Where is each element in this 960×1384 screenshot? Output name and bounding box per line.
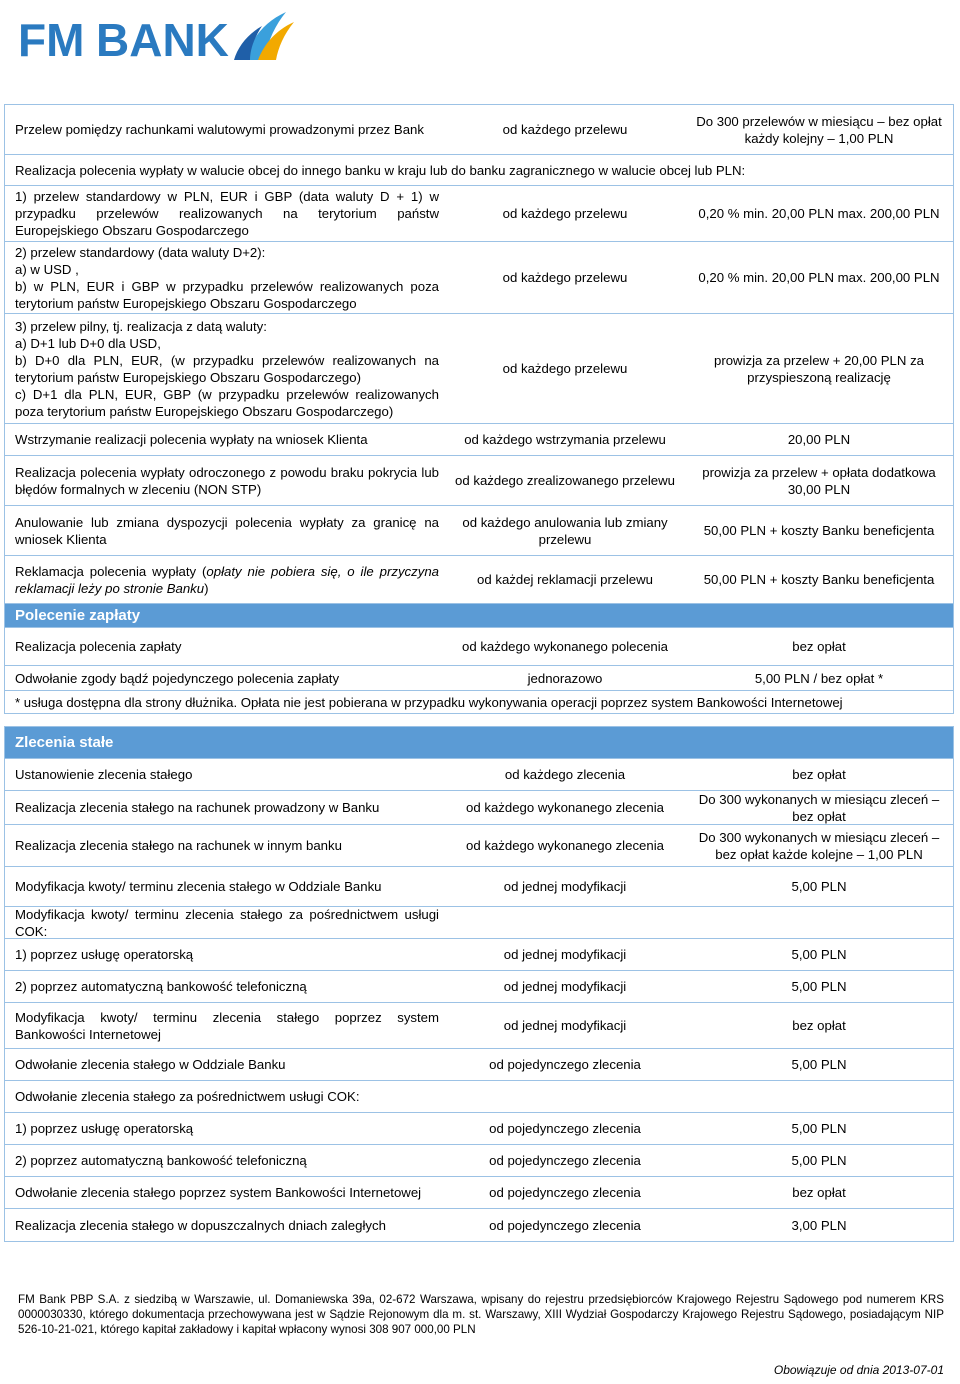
table-row bbox=[5, 456, 953, 506]
logo-wing-icon bbox=[234, 12, 294, 60]
row-basis: od każdej reklamacji przelewu bbox=[477, 572, 653, 587]
desc-line: 3) przelew pilny, tj. realizacja z datą waluty: bbox=[15, 318, 267, 334]
standing-orders-table bbox=[4, 726, 954, 1242]
row-description: Modyfikacja kwoty/ terminu zlecenia stałego w Oddziale Banku bbox=[15, 879, 382, 894]
row-description bbox=[5, 244, 445, 312]
row-basis: od każdego przelewu bbox=[502, 270, 628, 285]
logo-bank: BANK bbox=[96, 14, 229, 66]
row-description: 2) poprzez automatyczną bankowość telefoniczną bbox=[15, 979, 307, 994]
row-basis: od każdego zrealizowanego przelewu bbox=[455, 473, 675, 488]
row-description: Modyfikacja kwoty/ terminu zlecenia stałego poprzez system Bankowości Internetowej bbox=[15, 1009, 439, 1042]
table-row bbox=[5, 314, 953, 424]
row-fee: 20,00 PLN bbox=[787, 432, 851, 447]
table-row bbox=[5, 907, 953, 939]
table-row bbox=[5, 1209, 953, 1241]
row-description: Realizacja polecenia zapłaty bbox=[15, 639, 182, 654]
desc-note: opłaty nie pobiera się, o ile przyczyna reklamacji leży po stronie Banku bbox=[15, 563, 439, 596]
row-basis: jednorazowo bbox=[527, 670, 603, 686]
table-row bbox=[5, 424, 953, 456]
row-basis: od pojedynczego zlecenia bbox=[489, 1057, 641, 1072]
section-heading bbox=[5, 727, 953, 759]
desc-line: c) D+1 dla PLN, EUR, GBP (w przypadku przelewów realizowanych poza terytorium państw Europejskiego Obszaru Gospodarczego) bbox=[15, 386, 439, 419]
row-fee: 5,00 PLN bbox=[791, 1121, 847, 1136]
row-description: Odwołanie zlecenia stałego w Oddziale Banku bbox=[15, 1057, 286, 1072]
table-row bbox=[5, 939, 953, 971]
row-fee: 5,00 PLN / bez opłat * bbox=[754, 670, 884, 686]
fee-line: Do 300 przelewów w miesiącu – bez opłat bbox=[696, 113, 942, 129]
row-fee: bez opłat bbox=[792, 639, 846, 654]
row-description: 1) poprzez usługę operatorską bbox=[15, 1121, 194, 1136]
row-description: Ustanowienie zlecenia stałego bbox=[15, 767, 193, 782]
row-basis: od jednej modyfikacji bbox=[503, 879, 627, 894]
table-row bbox=[5, 791, 953, 825]
logo-fm: FM bbox=[18, 14, 85, 66]
row-description: Wstrzymanie realizacji polecenia wypłaty na wniosek Klienta bbox=[15, 432, 368, 447]
row-description: Odwołanie zlecenia stałego za pośrednictwem usługi COK: bbox=[15, 1089, 360, 1104]
row-description: Odwołanie zgody bądź pojedynczego polecenia zapłaty bbox=[15, 670, 340, 686]
row-basis: od każdego wykonanego polecenia bbox=[461, 639, 669, 654]
table-row bbox=[5, 628, 953, 666]
table-row bbox=[5, 1081, 953, 1113]
table-row bbox=[5, 666, 953, 691]
row-description: Odwołanie zlecenia stałego poprzez system Bankowości Internetowej bbox=[15, 1185, 422, 1200]
row-basis: od każdego zlecenia bbox=[504, 767, 626, 782]
row-description: Przelew pomiędzy rachunkami walutowymi prowadzonymi przez Bank bbox=[15, 122, 424, 137]
fmbank-logo-graphic bbox=[18, 10, 298, 68]
table-row bbox=[5, 1049, 953, 1081]
effective-date: Obowiązuje od dnia 2013-07-01 bbox=[773, 1363, 944, 1377]
table-row bbox=[5, 825, 953, 867]
row-fee: 5,00 PLN bbox=[791, 979, 847, 994]
row-fee: bez opłat bbox=[792, 1018, 846, 1033]
row-fee: prowizja za przelew + 20,00 PLN za przyspieszoną realizację bbox=[713, 352, 924, 385]
row-basis: od każdego przelewu bbox=[502, 206, 628, 221]
table-row bbox=[5, 186, 953, 242]
table-row bbox=[5, 556, 953, 604]
row-description: Realizacja zlecenia stałego na rachunek w innym banku bbox=[15, 838, 342, 853]
row-fee: 0,20 % min. 20,00 PLN max. 200,00 PLN bbox=[698, 270, 940, 285]
row-fee: bez opłat bbox=[792, 1185, 846, 1200]
row-description: 2) poprzez automatyczną bankowość telefoniczną bbox=[15, 1153, 307, 1168]
desc-text: Reklamacja polecenia wypłaty ( bbox=[15, 563, 207, 579]
row-description: Realizacja zlecenia stałego na rachunek prowadzony w Banku bbox=[15, 800, 380, 815]
row-description: 1) przelew standardowy w PLN, EUR i GBP (data waluty D + 1) w przypadku przelewów realizowanych na terytorium państw Europejskiego Obszaru Gospodarczego bbox=[15, 189, 439, 238]
row-fee: 0,20 % min. 20,00 PLN max. 200,00 PLN bbox=[698, 206, 940, 221]
row-fee: prowizja za przelew + opłata dodatkowa 30,00 PLN bbox=[702, 464, 936, 497]
row-basis: od pojedynczego zlecenia bbox=[489, 1153, 641, 1168]
desc-line: 2) przelew standardowy (data waluty D+2): bbox=[15, 244, 266, 260]
transfers-table bbox=[4, 104, 954, 714]
desc-line: a) D+1 lub D+0 dla USD, bbox=[15, 335, 161, 351]
table-row bbox=[5, 1003, 953, 1049]
row-basis: od każdego wstrzymania przelewu bbox=[464, 432, 666, 447]
row-description: Realizacja polecenia wypłaty odroczonego z powodu braku pokrycia lub błędów formalnych w zleceniu (NON STP) bbox=[15, 464, 439, 497]
table-row bbox=[5, 691, 953, 713]
section-heading bbox=[5, 604, 953, 628]
row-description bbox=[5, 563, 445, 597]
row-fee: 3,00 PLN bbox=[791, 1217, 847, 1233]
table-row bbox=[5, 759, 953, 791]
row-basis: od pojedynczego zlecenia bbox=[489, 1121, 641, 1136]
row-basis: od każdego anulowania lub zmiany przelewu bbox=[462, 514, 668, 547]
fmbank-logo bbox=[18, 10, 298, 68]
section-intro: Realizacja polecenia wypłaty w walucie obcej do innego banku w kraju lub do banku zagranicznego w walucie obcej lub PLN: bbox=[15, 162, 746, 178]
row-fee: 50,00 PLN + koszty Banku beneficjenta bbox=[703, 572, 935, 587]
row-fee: 5,00 PLN bbox=[791, 879, 847, 894]
row-fee: bez opłat bbox=[792, 767, 846, 782]
table-row bbox=[5, 242, 953, 314]
row-fee bbox=[685, 113, 953, 147]
row-fee: 5,00 PLN bbox=[791, 947, 847, 962]
row-basis: od jednej modyfikacji bbox=[503, 947, 627, 962]
row-basis: od jednej modyfikacji bbox=[503, 979, 627, 994]
row-fee: 50,00 PLN + koszty Banku beneficjenta bbox=[703, 523, 935, 538]
table-row bbox=[5, 1145, 953, 1177]
row-description: 1) poprzez usługę operatorską bbox=[15, 947, 194, 962]
fee-line: każdy kolejny – 1,00 PLN bbox=[744, 130, 894, 146]
row-basis: od jednej modyfikacji bbox=[503, 1018, 627, 1033]
table-row bbox=[5, 971, 953, 1003]
heading-text: Polecenie zapłaty bbox=[15, 607, 141, 624]
row-basis: od każdego wykonanego zlecenia bbox=[466, 800, 664, 815]
row-description: Anulowanie lub zmiana dyspozycji polecenia wypłaty za granicę na wniosek Klienta bbox=[15, 514, 439, 547]
row-fee: 5,00 PLN bbox=[791, 1153, 847, 1168]
desc-text: ) bbox=[204, 580, 209, 596]
desc-line: b) w PLN, EUR i GBP w przypadku przelewów realizowanych poza terytorium państw Europejskiego Obszaru Gospodarczego bbox=[15, 278, 439, 311]
row-fee: 5,00 PLN bbox=[791, 1057, 847, 1072]
row-description: Realizacja zlecenia stałego w dopuszczalnych dniach zaległych bbox=[15, 1217, 386, 1233]
row-basis: od pojedynczego zlecenia bbox=[489, 1217, 641, 1233]
row-description bbox=[5, 318, 445, 420]
table-row bbox=[5, 1113, 953, 1145]
table-row bbox=[5, 1177, 953, 1209]
heading-text: Zlecenia stałe bbox=[15, 734, 114, 751]
row-basis: od pojedynczego zlecenia bbox=[489, 1185, 641, 1200]
row-fee: Do 300 wykonanych w miesiącu zleceń – bez opłat każde kolejne – 1,00 PLN bbox=[698, 829, 940, 862]
row-basis: od każdego przelewu bbox=[502, 361, 628, 376]
row-basis: od każdego wykonanego zlecenia bbox=[466, 838, 664, 853]
desc-line: b) D+0 dla PLN, EUR, (w przypadku przelewów realizowanych na terytorium państw Europejskiego Obszaru Gospodarczego) bbox=[15, 352, 439, 385]
row-fee: Do 300 wykonanych w miesiącu zleceń – bez opłat bbox=[698, 791, 940, 824]
table-row bbox=[5, 867, 953, 907]
desc-line: a) w USD , bbox=[15, 261, 79, 277]
row-description: Modyfikacja kwoty/ terminu zlecenia stałego za pośrednictwem usługi COK: bbox=[15, 906, 439, 939]
footer-legal: FM Bank PBP S.A. z siedzibą w Warszawie, ul. Domaniewska 39a, 02-672 Warszawa, wpisany do rejestru przedsiębiorców Krajowego Rejestru Sądowego pod numerem KRS 0000030330, którego dokumentacja przechowywana jest w Sądzie Rejonowym dla m. st. Warszawy, XIII Wydział Gospodarczy Krajowego Rejestru Sądowego, posiadającym NIP 526-10-21-021, którego kapitał zakładowy i kapitał wpłacony wynosi 308 907 000,00 PLN bbox=[18, 1293, 944, 1336]
footnote: * usługa dostępna dla strony dłużnika. Opłata nie jest pobierana w przypadku wykonywania operacji poprzez system Bankowości Internetowej bbox=[15, 694, 843, 710]
table-row bbox=[5, 506, 953, 556]
table-row bbox=[5, 105, 953, 155]
row-basis: od każdego przelewu bbox=[502, 122, 628, 137]
table-row bbox=[5, 155, 953, 186]
